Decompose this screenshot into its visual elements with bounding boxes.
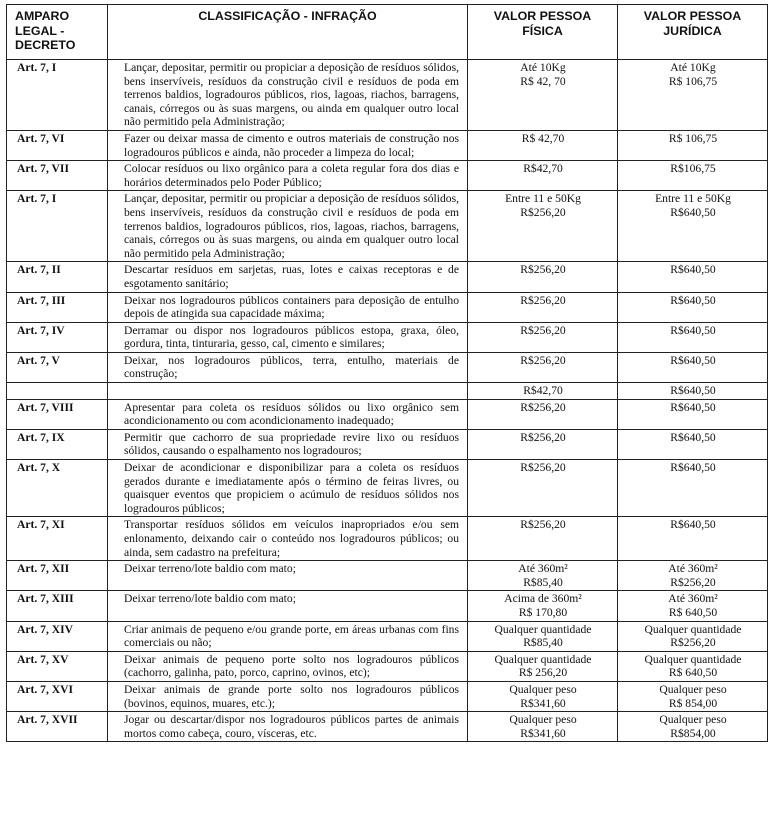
infracao-cell: Deixar, nos logradouros públicos, terra, entulho, materiais de construção; bbox=[108, 352, 468, 382]
valor-pf-line: Acima de 360m² bbox=[504, 592, 582, 606]
valor-pessoa-fisica-cell bbox=[468, 60, 618, 131]
valor-pf-line: Qualquer peso bbox=[509, 682, 577, 696]
table-row bbox=[7, 60, 768, 131]
table-row bbox=[7, 460, 768, 517]
amparo-legal-cell: Art. 7, IV bbox=[7, 322, 108, 352]
amparo-legal-cell: Art. 7, III bbox=[7, 292, 108, 322]
valor-pj-line: R$640,50 bbox=[670, 323, 716, 337]
table-row bbox=[7, 383, 768, 400]
valor-pj-line: R$640,50 bbox=[670, 205, 716, 219]
valor-pessoa-juridica-cell bbox=[618, 161, 768, 191]
amparo-legal-cell: Art. 7, X bbox=[7, 460, 108, 517]
amparo-legal-cell: Art. 7, XIV bbox=[7, 621, 108, 651]
header-amparo-line: LEGAL - bbox=[15, 23, 65, 38]
amparo-legal-cell: Art. 7, XV bbox=[7, 651, 108, 681]
valor-pj-line: R$256,20 bbox=[670, 575, 716, 589]
valor-pessoa-fisica-cell bbox=[468, 517, 618, 561]
valor-pf-line: Até 360m² bbox=[518, 562, 568, 576]
valor-pf-line: R$256,20 bbox=[520, 430, 566, 444]
valor-pessoa-fisica-cell bbox=[468, 262, 618, 292]
table-row bbox=[7, 681, 768, 711]
valor-pf-line: R$256,20 bbox=[520, 353, 566, 367]
valor-pessoa-juridica-cell bbox=[618, 352, 768, 382]
infractions-table bbox=[6, 4, 768, 742]
table-row bbox=[7, 429, 768, 459]
valor-pj-line: Até 360m² bbox=[668, 592, 718, 606]
header-pessoa-juridica bbox=[618, 5, 768, 60]
amparo-legal-cell: Art. 7, XVII bbox=[7, 712, 108, 742]
amparo-legal-cell: Art. 7, II bbox=[7, 262, 108, 292]
table-row bbox=[7, 262, 768, 292]
valor-pessoa-juridica-cell bbox=[618, 712, 768, 742]
infracao-cell: Deixar terreno/lote baldio com mato; bbox=[108, 561, 468, 591]
amparo-legal-cell: Art. 7, XI bbox=[7, 517, 108, 561]
valor-pf-line: Entre 11 e 50Kg bbox=[505, 192, 581, 206]
valor-pf-line: R$85,40 bbox=[523, 636, 563, 650]
header-amparo-line: AMPARO bbox=[15, 9, 70, 23]
valor-pessoa-juridica-cell bbox=[618, 681, 768, 711]
valor-pj-line: Qualquer peso bbox=[659, 713, 727, 727]
valor-pj-line: R$ 640,50 bbox=[668, 666, 718, 680]
valor-pj-line: Qualquer peso bbox=[659, 682, 727, 696]
valor-pf-line: R$341,60 bbox=[520, 726, 566, 740]
table-row bbox=[7, 292, 768, 322]
valor-pessoa-fisica-cell bbox=[468, 681, 618, 711]
infracao-cell: Apresentar para coleta os resíduos sólidos ou lixo orgânico sem acondicionamento ou com acondicionamento inadequado; bbox=[108, 399, 468, 429]
valor-pj-line: R$640,50 bbox=[670, 353, 716, 367]
header-pf-line: VALOR PESSOA bbox=[493, 9, 592, 23]
header-amparo-line: DECRETO bbox=[15, 38, 76, 52]
valor-pj-line: R$ 106,75 bbox=[668, 74, 718, 88]
valor-pessoa-fisica-cell bbox=[468, 460, 618, 517]
infracao-cell: Lançar, depositar, permitir ou propiciar a deposição de resíduos sólidos, bens inservíveis, resíduos da construção civil e resíduos de poda em terrenos baldios, logradouros públicos, rios, lagoas, riachos, barragens, canais, córregos ou às suas margens, ou ainda em qualquer outro local não permitido pela Administração; bbox=[108, 60, 468, 131]
valor-pessoa-fisica-cell bbox=[468, 651, 618, 681]
valor-pessoa-juridica-cell bbox=[618, 130, 768, 160]
table-row bbox=[7, 712, 768, 742]
valor-pessoa-juridica-cell bbox=[618, 429, 768, 459]
infracao-cell: Deixar animais de grande porte solto nos logradouros públicos (bovinos, equinos, muares, etc.); bbox=[108, 681, 468, 711]
amparo-legal-cell: Art. 7, VIII bbox=[7, 399, 108, 429]
valor-pf-line: Qualquer quantidade bbox=[494, 652, 592, 666]
valor-pessoa-fisica-cell bbox=[468, 352, 618, 382]
valor-pessoa-fisica-cell bbox=[468, 191, 618, 262]
valor-pj-line: R$640,50 bbox=[670, 400, 716, 414]
valor-pj-line: R$640,50 bbox=[670, 461, 716, 475]
table-row bbox=[7, 517, 768, 561]
header-classificacao: CLASSIFICAÇÃO - INFRAÇÃO bbox=[108, 5, 468, 60]
infracao-cell: Deixar animais de pequeno porte solto nos logradouros públicos (cachorro, galinha, pato, porco, caprino, ovinos, etc); bbox=[108, 651, 468, 681]
valor-pj-line: R$640,50 bbox=[670, 430, 716, 444]
valor-pf-line: Qualquer peso bbox=[509, 713, 577, 727]
table-row bbox=[7, 352, 768, 382]
valor-pj-line: R$854,00 bbox=[670, 726, 716, 740]
valor-pf-line: R$256,20 bbox=[520, 461, 566, 475]
valor-pessoa-fisica-cell bbox=[468, 130, 618, 160]
table-row bbox=[7, 399, 768, 429]
header-pessoa-fisica bbox=[468, 5, 618, 60]
header-amparo-legal bbox=[7, 5, 108, 60]
valor-pf-line: R$256,20 bbox=[520, 205, 566, 219]
infracao-cell: Deixar de acondicionar e disponibilizar para a coleta os resíduos gerados durante e imediatamente após o término de feiras livres, ou quaisquer eventos que propiciem o acúmulo de resíduos sólidos nos logradouros públicos; bbox=[108, 460, 468, 517]
table-row bbox=[7, 561, 768, 591]
valor-pessoa-fisica-cell bbox=[468, 591, 618, 621]
valor-pessoa-fisica-cell bbox=[468, 322, 618, 352]
table-row bbox=[7, 322, 768, 352]
valor-pf-line: R$85,40 bbox=[523, 575, 563, 589]
valor-pessoa-juridica-cell bbox=[618, 399, 768, 429]
amparo-legal-cell: Art. 7, IX bbox=[7, 429, 108, 459]
valor-pf-line: R$ 256,20 bbox=[518, 666, 568, 680]
valor-pj-line: R$ 106,75 bbox=[668, 131, 718, 145]
infracao-cell: Lançar, depositar, permitir ou propiciar a deposição de resíduos sólidos, bens inservíveis, resíduos da construção civil e resíduos de poda em terrenos baldios, logradouros públicos, rios, lagoas, riachos, barragens, canais, córregos ou às suas margens, ou ainda em qualquer outro local não permitido pela Administração; bbox=[108, 191, 468, 262]
valor-pf-line: R$ 42,70 bbox=[521, 131, 565, 145]
valor-pessoa-fisica-cell bbox=[468, 561, 618, 591]
table-row bbox=[7, 621, 768, 651]
infracao-cell: Derramar ou dispor nos logradouros públicos estopa, graxa, óleo, gordura, tinta, tinturaria, gesso, cal, cimento e similares; bbox=[108, 322, 468, 352]
infracao-cell: Deixar nos logradouros públicos containers para deposição de entulho depois de atingida sua capacidade máxima; bbox=[108, 292, 468, 322]
valor-pf-line: R$341,60 bbox=[520, 696, 566, 710]
amparo-legal-cell: Art. 7, XVI bbox=[7, 681, 108, 711]
valor-pj-line: R$640,50 bbox=[670, 384, 716, 398]
amparo-legal-cell: Art. 7, XIII bbox=[7, 591, 108, 621]
valor-pessoa-juridica-cell bbox=[618, 651, 768, 681]
valor-pessoa-juridica-cell bbox=[618, 517, 768, 561]
valor-pessoa-juridica-cell bbox=[618, 460, 768, 517]
valor-pessoa-juridica-cell bbox=[618, 191, 768, 262]
header-pj-line: VALOR PESSOA bbox=[643, 9, 742, 23]
valor-pessoa-fisica-cell bbox=[468, 712, 618, 742]
infracao-cell: Transportar resíduos sólidos em veículos inapropriados e/ou sem enlonamento, deixando cair o conteúdo nos logradouros públicos; ou ainda, sem cadastro na prefeitura; bbox=[108, 517, 468, 561]
infracao-cell: Descartar resíduos em sarjetas, ruas, lotes e caixas receptoras e de esgotamento sanitário; bbox=[108, 262, 468, 292]
valor-pessoa-juridica-cell bbox=[618, 383, 768, 400]
valor-pf-line: R$256,20 bbox=[520, 263, 566, 277]
infracao-cell: Criar animais de pequeno e/ou grande porte, em áreas urbanas com fins comerciais ou não; bbox=[108, 621, 468, 651]
valor-pessoa-juridica-cell bbox=[618, 322, 768, 352]
infracao-cell bbox=[108, 383, 468, 400]
amparo-legal-cell: Art. 7, I bbox=[7, 191, 108, 262]
table-header-row bbox=[7, 5, 768, 60]
valor-pessoa-fisica-cell bbox=[468, 383, 618, 400]
amparo-legal-cell: Art. 7, V bbox=[7, 352, 108, 382]
valor-pessoa-fisica-cell bbox=[468, 399, 618, 429]
table-row bbox=[7, 191, 768, 262]
valor-pf-line: R$42,70 bbox=[523, 384, 563, 398]
valor-pessoa-juridica-cell bbox=[618, 591, 768, 621]
valor-pj-line: R$ 640,50 bbox=[668, 605, 718, 619]
valor-pj-line: R$256,20 bbox=[670, 636, 716, 650]
amparo-legal-cell: Art. 7, I bbox=[7, 60, 108, 131]
valor-pj-line: R$640,50 bbox=[670, 293, 716, 307]
valor-pessoa-fisica-cell bbox=[468, 621, 618, 651]
amparo-legal-cell: Art. 7, VI bbox=[7, 130, 108, 160]
valor-pessoa-fisica-cell bbox=[468, 292, 618, 322]
valor-pj-line: R$640,50 bbox=[670, 263, 716, 277]
valor-pj-line: R$640,50 bbox=[670, 518, 716, 532]
table-row bbox=[7, 591, 768, 621]
valor-pessoa-juridica-cell bbox=[618, 262, 768, 292]
valor-pj-line: Até 360m² bbox=[668, 562, 718, 576]
valor-pf-line: R$256,20 bbox=[520, 400, 566, 414]
valor-pf-line: Qualquer quantidade bbox=[494, 622, 592, 636]
valor-pj-line: R$ 854,00 bbox=[668, 696, 718, 710]
infracao-cell: Permitir que cachorro de sua propriedade revire lixo ou resíduos sólidos, causando o espalhamento nos logradouros; bbox=[108, 429, 468, 459]
infracao-cell: Jogar ou descartar/dispor nos logradouros públicos partes de animais mortos como cabeça, couro, vísceras, etc. bbox=[108, 712, 468, 742]
valor-pj-line: Qualquer quantidade bbox=[644, 622, 742, 636]
valor-pessoa-juridica-cell bbox=[618, 561, 768, 591]
valor-pf-line: R$256,20 bbox=[520, 518, 566, 532]
infracao-cell: Deixar terreno/lote baldio com mato; bbox=[108, 591, 468, 621]
valor-pf-line: Até 10Kg bbox=[520, 61, 566, 74]
amparo-legal-cell: Art. 7, VII bbox=[7, 161, 108, 191]
table-row bbox=[7, 130, 768, 160]
amparo-legal-cell: Art. 7, XII bbox=[7, 561, 108, 591]
valor-pessoa-juridica-cell bbox=[618, 292, 768, 322]
valor-pj-line: Qualquer quantidade bbox=[644, 652, 742, 666]
valor-pessoa-juridica-cell bbox=[618, 60, 768, 131]
valor-pessoa-fisica-cell bbox=[468, 429, 618, 459]
valor-pf-line: R$ 170,80 bbox=[518, 605, 568, 619]
amparo-legal-cell bbox=[7, 383, 108, 400]
valor-pf-line: R$256,20 bbox=[520, 293, 566, 307]
header-pf-line: FÍSICA bbox=[522, 23, 563, 38]
table-row bbox=[7, 651, 768, 681]
valor-pf-line: R$256,20 bbox=[520, 323, 566, 337]
header-pj-line: JURÍDICA bbox=[663, 23, 722, 38]
valor-pf-line: R$ 42, 70 bbox=[520, 74, 566, 88]
valor-pessoa-juridica-cell bbox=[618, 621, 768, 651]
valor-pessoa-fisica-cell bbox=[468, 161, 618, 191]
valor-pj-line: R$106,75 bbox=[670, 162, 716, 176]
valor-pj-line: Entre 11 e 50Kg bbox=[655, 192, 731, 206]
valor-pj-line: Até 10Kg bbox=[670, 61, 716, 74]
table-row bbox=[7, 161, 768, 191]
infracao-cell: Fazer ou deixar massa de cimento e outros materiais de construção nos logradouros públicos e ainda, não proceder a limpeza do local; bbox=[108, 130, 468, 160]
infracao-cell: Colocar resíduos ou lixo orgânico para a coleta regular fora dos dias e horários determinados pelo Poder Público; bbox=[108, 161, 468, 191]
valor-pf-line: R$42,70 bbox=[523, 162, 563, 176]
